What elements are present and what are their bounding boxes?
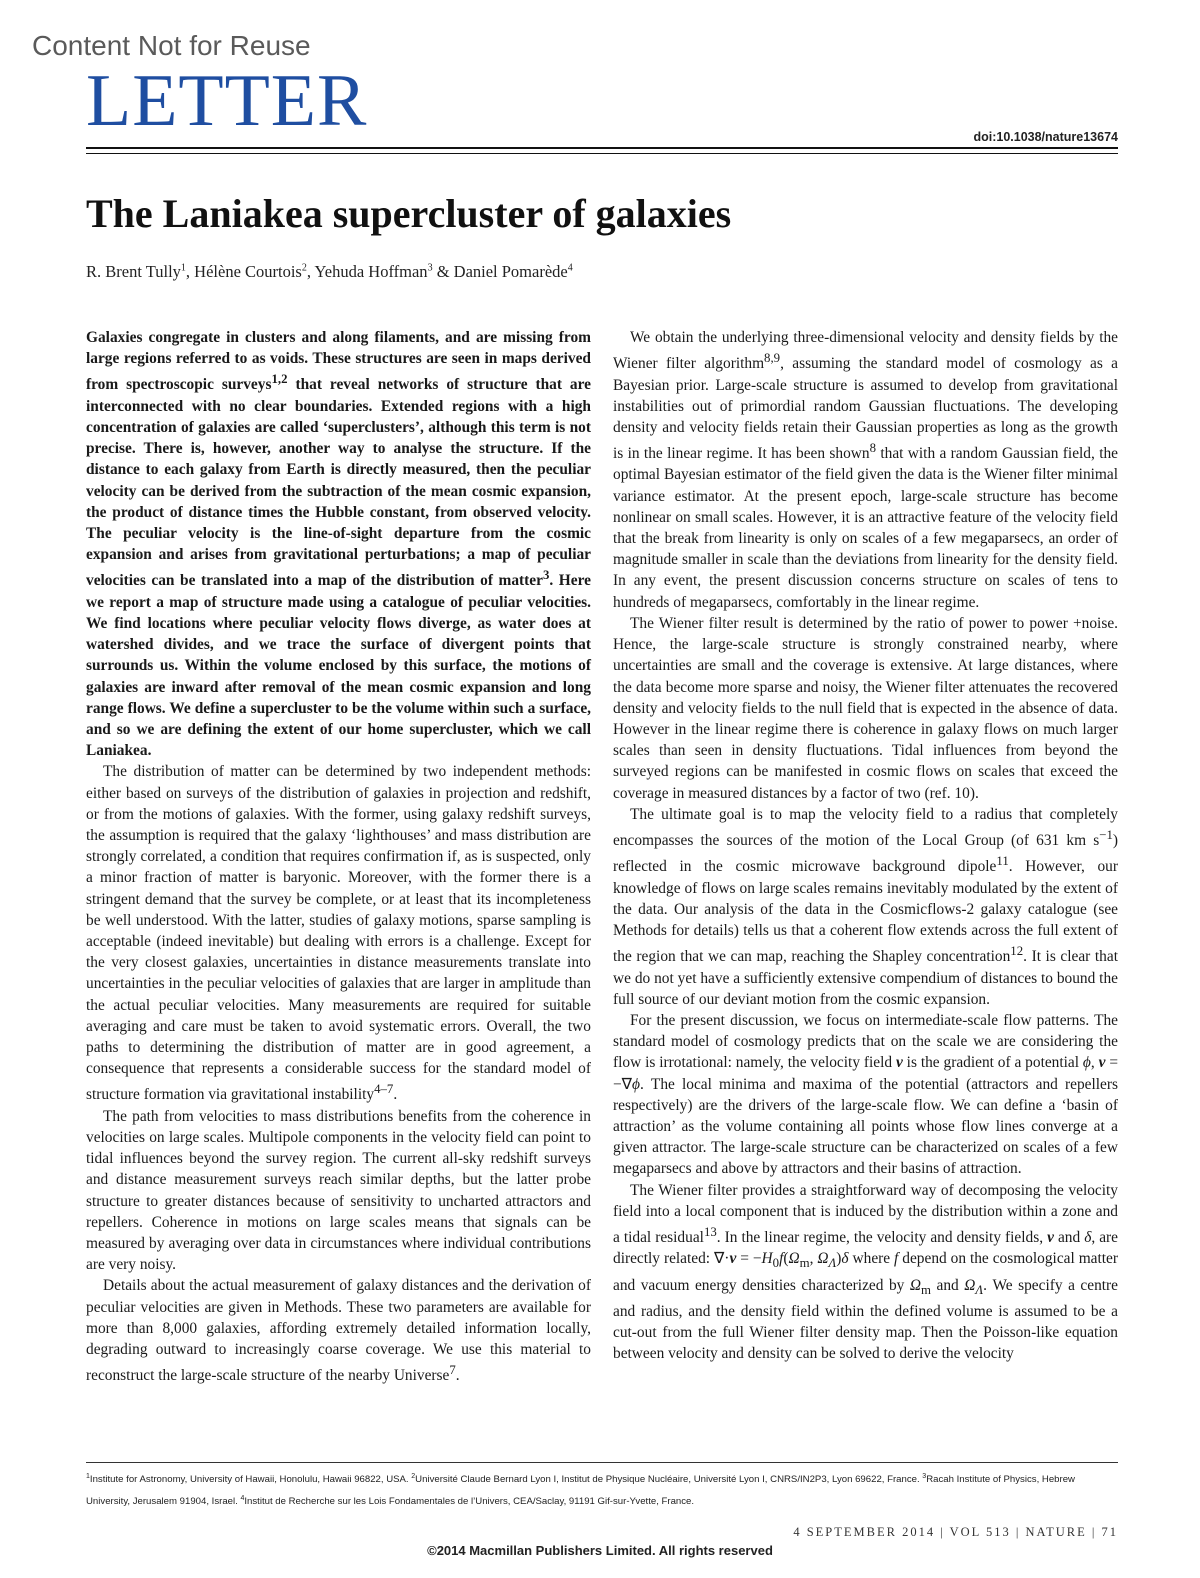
abstract-paragraph: Galaxies congregate in clusters and along filaments, and are missing from large regions referred to as voids. These structures are seen in maps derived from spectroscopic surveys$^{1,2}$ that reveal networks of structure that are interconnected with no clear boundaries. Extended regions with a high concentration of galaxies are called ‘superclusters’, although this term is not precise. There is, however, another way to analyse the structure. If the distance to each galaxy from Earth is directly measured, then the peculiar velocity can be derived from the subtraction of the mean cosmic expansion, the product of distance times the Hubble constant, from observed velocity. The peculiar velocity is the line-of-sight departure from the cosmic expansion and arises from gravitational perturbations; a map of peculiar velocities can be translated into a map of the distribution of matter$^3$. Here we report a map of structure made using a catalogue of peculiar velocities. We find locations where peculiar velocity flows diverge, as water does at watershed divides, and we trace the surface of divergent points that surrounds us. Within the volume enclosed by this surface, the motions of galaxies are inward after removal of the mean cosmic expansion and long range flows. We define a supercluster to be the volume within such a surface, and so we are defining the extent of our home supercluster, which we call Laniakea. xyxy=(86,329,592,760)
body-paragraph: The Wiener filter result is determined by the ratio of power to power +noise. Hence, the large-scale structure is strongly constrained nearby, where uncertainties are small and the coverage is extensive. At large distances, where the data become more sparse and noisy, the Wiener filter attenuates the recovered density and velocity fields to the null field that is expected in the absence of data. However in the linear regime there is coherence in galaxy flows on much larger scales than seen in density fluctuations. Tidal influences from beyond the surveyed regions can be manifested in cosmic flows on scales that exceed the coverage in measured distances by a factor of two (ref. 10). xyxy=(613,614,1118,802)
article-title: The Laniakea supercluster of galaxies xyxy=(86,191,732,236)
body-paragraph: We obtain the underlying three-dimensional velocity and density fields by the Wiener filter algorithm$^{8,9}$, assuming the standard model of cosmology as a Bayesian prior. Large-scale structure is assumed to develop from gravitational instabilities out of primordial random Gaussian fluctuations. The developing density and velocity fields retain their Gaussian properties as long as the growth is in the linear regime. It has been shown$^8$ that with a random Gaussian field, the optimal Bayesian estimator of the field given the data is the Wiener filter minimal variance estimator. At the present epoch, large-scale structure has become nonlinear on small scales. However, it is an attractive feature of the velocity field that the break from linearity is only on scales of a few megaparsecs, an order of magnitude smaller in scale than the deviations from linearity for the density field. In any event, the present discussion concerns structure on scales of tens to hundreds of megaparsecs, comfortably in the linear regime. xyxy=(613,329,1119,611)
body-paragraph: The ultimate goal is to map the velocity field to a radius that completely encompasses the sources of the motion of the Local Group (of 631 km $s^{-1}$) reflected in the cosmic microwave background dipole$^{11}$. However, our knowledge of flows on large scales remains inevitably modulated by the extent of the data. Our analysis of the data in the Cosmicflows-2 galaxy catalogue (see Methods for details) tells us that a coherent flow extends across the full extent of the region that we can map, reaching the Shapley concentration$^{12}$. It is clear that we do not yet have a sufficiently extensive compendium of distances to bound the full source of our deviant motion from the cosmic expansion. xyxy=(613,805,1118,1008)
body-paragraph: The path from velocities to mass distributions benefits from the coherence in velocities on large scales. Multipole components in the velocity field can point to tidal influences beyond the survey region. The current all-sky redshift surveys and distance measurement surveys reach similar depths, but the latter probe structure to greater distances because of sensitivity to uncharted attractors and repellers. Coherence in motions on large scales means that signals can be measured by averaging over data in circumstances where individual contributions are very noisy. xyxy=(86,1107,591,1274)
doi-label[interactable]: doi:10.1038/nature13674 xyxy=(973,130,1118,144)
right-column xyxy=(613,327,1118,1364)
body-paragraph: The Wiener filter provides a straightforward way of decomposing the velocity field into a local component that is induced by the distribution within a zone and a tidal residual$^{13}$. In the linear regime, the velocity and density fields, v and δ, are directly related: $\nabla\cdot v = -H_0f(\Omega_m$, $\Omega_\Lambda)\delta$ where f depend on the cosmological matter and vacuum energy densities characterized by $\Omega_m$ and $\Omega_\Lambda$. We specify a centre and radius, and the density field within the defined volume is assumed to be a cut-out from the full Wiener filter density map. Then the Poisson-like equation between velocity and density can be solved to derive the velocity xyxy=(613,1181,1119,1363)
footnote-rule xyxy=(86,1462,1118,1463)
author-list: R. Brent Tully$^1$, Hélène Courtois$^2$, Yehuda Hoffman$^3$ & Daniel Pomarède$^4$ xyxy=(86,262,573,281)
header-rule-thin xyxy=(86,153,1118,154)
left-column xyxy=(86,327,591,1386)
copyright-notice: ©2014 Macmillan Publishers Limited. All rights reserved xyxy=(427,1543,773,1558)
watermark-text: Content Not for Reuse xyxy=(32,30,311,61)
body-paragraph: The distribution of matter can be determined by two independent methods: either based on surveys of the distribution of galaxies in projection and redshift, or from the motions of galaxies. With the former, using galaxy redshift surveys, the assumption is required that the galaxy ‘lighthouses’ and mass distribution are strongly correlated, a condition that requires confirmation if, as is suspected, only a minor fraction of matter is baryonic. Moreover, with the former there is a stringent demand that the survey be complete, or at least that its incompleteness be well understood. With the latter, studies of galaxy motions, sparse sampling is acceptable (indeed inevitable) but dealing with errors is a challenge. Except for the very closest galaxies, uncertainties in distance measurements translate into uncertainties in the peculiar velocities of galaxies that are larger in amplitude than the actual peculiar velocities. Many measurements are required for suitable averaging and care must be taken to avoid systematic errors. Overall, the two paths to determining the distribution of matter are in good agreement, a consequence that represents a considerable success for the standard model of structure formation via gravitational instability$^{4-7}$. xyxy=(86,763,591,1104)
body-paragraph: Details about the actual measurement of galaxy distances and the derivation of peculiar velocities are given in Methods. These two parameters are available for more than 8,000 galaxies, affording extremely detailed information locally, degrading outward to increasingly coarse coverage. We use this material to reconstruct the large-scale structure of the nearby Universe$^7$. xyxy=(86,1277,591,1385)
affiliations-footnote: $^1$Institute for Astronomy, University of Hawaii, Honolulu, Hawaii 96822, USA. $^2$Université Claude Bernard Lyon I, Institut de Physique Nucléaire, Université Lyon I, CNRS/IN2P3, Lyon 69622, France. $^3$Racah Institute of Physics, Hebrew University, Jerusalem 91904, Israel. $^4$Institut de Recherche sur les Lois Fondamentales de l’Univers, CEA/Saclay, 91191 Gif-sur-Yvette, France. xyxy=(86,1473,1075,1508)
section-label: LETTER xyxy=(86,60,368,142)
body-paragraph: For the present discussion, we focus on intermediate-scale flow patterns. The standard model of cosmology predicts that on the scale we are considering the flow is irrotational: namely, the velocity field v is the gradient of a potential ϕ, v = −∇ϕ. The local minima and maxima of the potential (attractors and repellers respectively) are the drivers of the large-scale flow. We can define a ‘basin of attraction’ as the volume containing all points whose flow lines converge at a given attractor. The large-scale structure can be characterized on scales of a few megaparsecs and above by attractors and their basins of attraction. xyxy=(613,1011,1119,1178)
issue-line: 4 SEPTEMBER 2014 | VOL 513 | NATURE | 71 xyxy=(793,1525,1118,1539)
header-rule xyxy=(86,147,1118,149)
